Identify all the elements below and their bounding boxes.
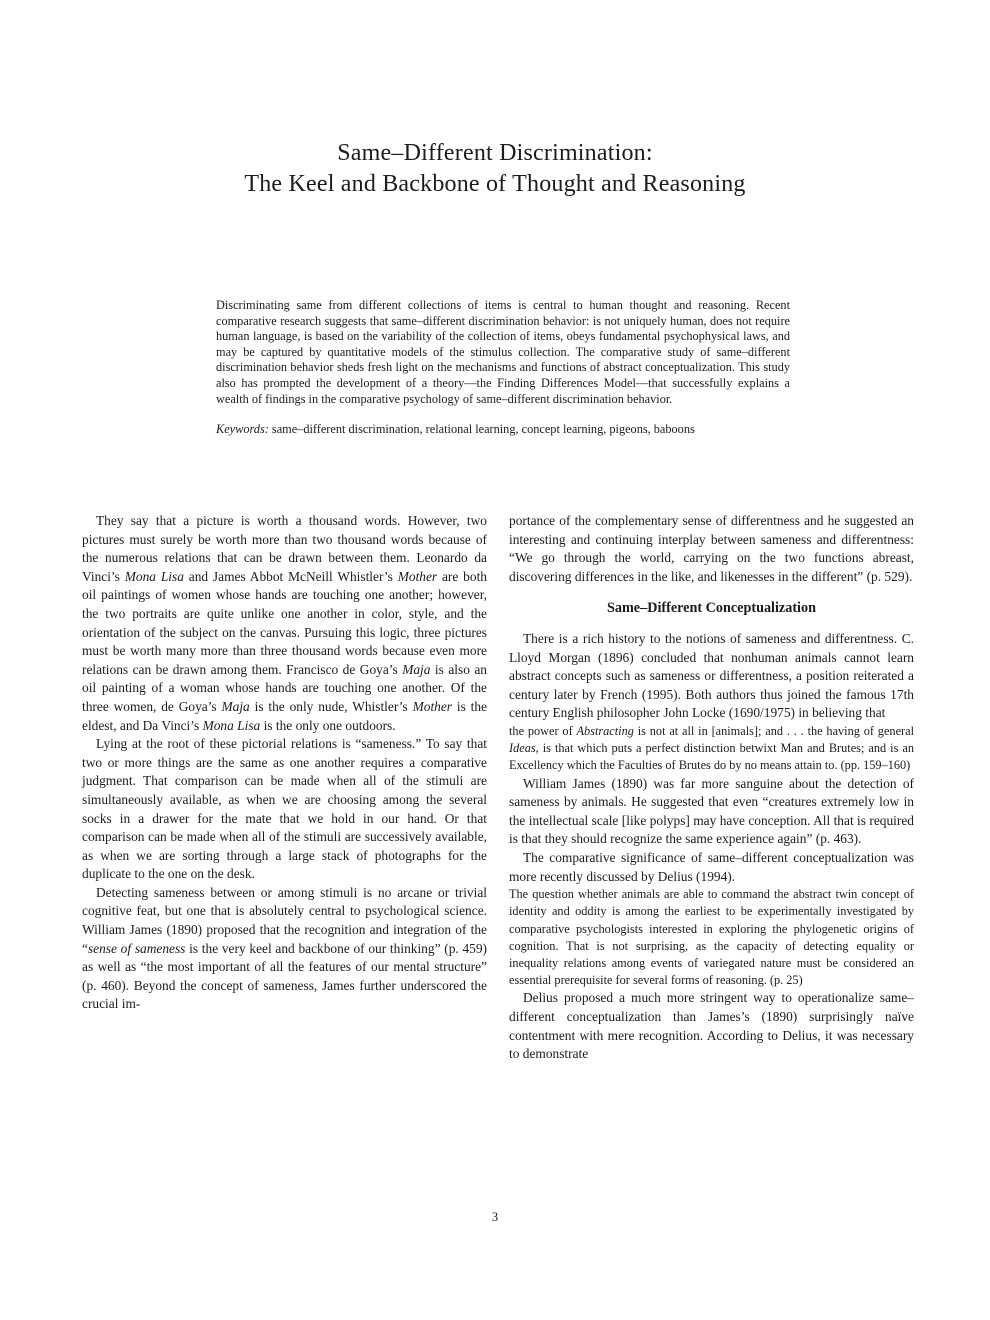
block-quote: The question whether animals are able to command the abstract twin concept of identity and oddity is among the earliest to be experimentally investigated by comparative psychologists interested in exploring the phylogenetic origins of cognition. That is not surprising, as the capacity of detecting equality or inequality relations among events of variegated nature must be considered an essential prerequisite for several forms of reasoning. (p. 25): [509, 887, 914, 988]
page-number: 3: [491, 1210, 499, 1224]
keywords-line: [216, 422, 790, 438]
keywords-text: same–different discrimination, relational learning, concept learning, pigeons, baboons: [268, 422, 695, 437]
body-columns: [82, 512, 914, 1064]
paragraph: Lying at the root of these pictorial relations is “sameness.” To say that two or more things are the same as one another requires a comparative judgment. That comparison can be made when all of the stimuli are simultaneously available, as when we are choosing among the several socks in a drawer for the mate that we hold in our hand. Or that comparison can be made when all of the stimuli are successively available, as when we are sorting through a large stack of photographs for the duplicate to the one on the desk.: [82, 736, 487, 882]
paragraph: There is a rich history to the notions of sameness and differentness. C. Lloyd Morgan (1896) concluded that nonhuman animals cannot learn abstract concepts such as sameness or differentness, a position reiterated a century later by French (1995). Both authors thus joined the famous 17th century English philosopher John Locke (1690/1975) in believing that: [509, 630, 914, 721]
left-column: [82, 512, 487, 1064]
article-title: [0, 138, 990, 200]
right-column: [509, 512, 914, 1064]
paragraph: Detecting sameness between or among stimuli is no arcane or trivial cognitive feat, but one that is absolutely central to psychological science. William James (1890) proposed that the recognition and integration of the “sense of sameness is the very keel and backbone of our thinking” (p. 459) as well as “the most important of all the features of our mental structure” (p. 460). Beyond the concept of sameness, James further underscored the crucial im-: [82, 884, 488, 1012]
paragraph: William James (1890) was far more sanguine about the detection of sameness by animals. He suggested that even “creatures extremely low in the intellectual scale [like polyps] may have conception. All that is required is that they should recognize the same experience again” (p. 463).: [509, 775, 914, 847]
paragraph: portance of the complementary sense of differentness and he suggested an interesting and continuing interplay between sameness and differentness: “We go through the world, carrying on the two functions abreast, discovering differences in the like, and likenesses in the different” (p. 529).: [509, 513, 914, 584]
article-title-line1: Same–Different Discrimination:: [337, 140, 653, 166]
keywords-label: Keywords:: [216, 422, 269, 437]
abstract-text: Discriminating same from different collections of items is central to human thought and reasoning. Recent comparative research suggests that same–different discrimination behavior: is not uniquely human, does not require human language, is based on the variability of the collection of items, obeys fundamental psychophysical laws, and may be captured by quantitative models of the stimulus collection. The comparative study of same–different discrimination behavior sheds fresh light on the mechanisms and functions of abstract conceptualization. This study also has prompted the development of a theory—the Finding Differences Model—that successfully explains a wealth of findings in the comparative psychology of same–different discrimination behavior.: [216, 298, 790, 406]
section-heading: Same–Different Conceptualization: [607, 600, 816, 617]
paragraph: The comparative significance of same–different conceptualization was more recently discussed by Delius (1994).: [509, 849, 914, 884]
abstract: [216, 298, 790, 438]
block-quote: the power of Abstracting is not at all in [animals]; and . . . the having of general Ideas, is that which puts a perfect distinction betwixt Man and Brutes; and is an Excellency which the Faculties of Brutes do by no means attain to. (pp. 159–160): [509, 723, 914, 773]
paragraph: Delius proposed a much more stringent way to operationalize same–different conceptualization than James’s (1890) surprisingly naïve contentment with mere recognition. According to Delius, it was necessary to demonstrate: [509, 990, 914, 1062]
article-title-line2: The Keel and Backbone of Thought and Reasoning: [244, 171, 746, 197]
paragraph: They say that a picture is worth a thousand words. However, two pictures must surely be worth more than two thousand words because of the numerous relations that can be drawn between them. Leonardo da Vinci’s Mona Lisa and James Abbot McNeill Whistler’s Mother are both oil paintings of women whose hands are touching one another; however, the two portraits are quite unlike one another in color, style, and the orientation of the subject on the canvas. Pursuing this logic, three pictures must be worth many more than three thousand words because even more relations can be drawn among them. Francisco de Goya’s Maja is also an oil painting of a woman whose hands are touching one another. Of the three women, de Goya’s Maja is the only nude, Whistler’s Mother is the eldest, and Da Vinci’s Mona Lisa is the only one outdoors.: [82, 513, 488, 733]
